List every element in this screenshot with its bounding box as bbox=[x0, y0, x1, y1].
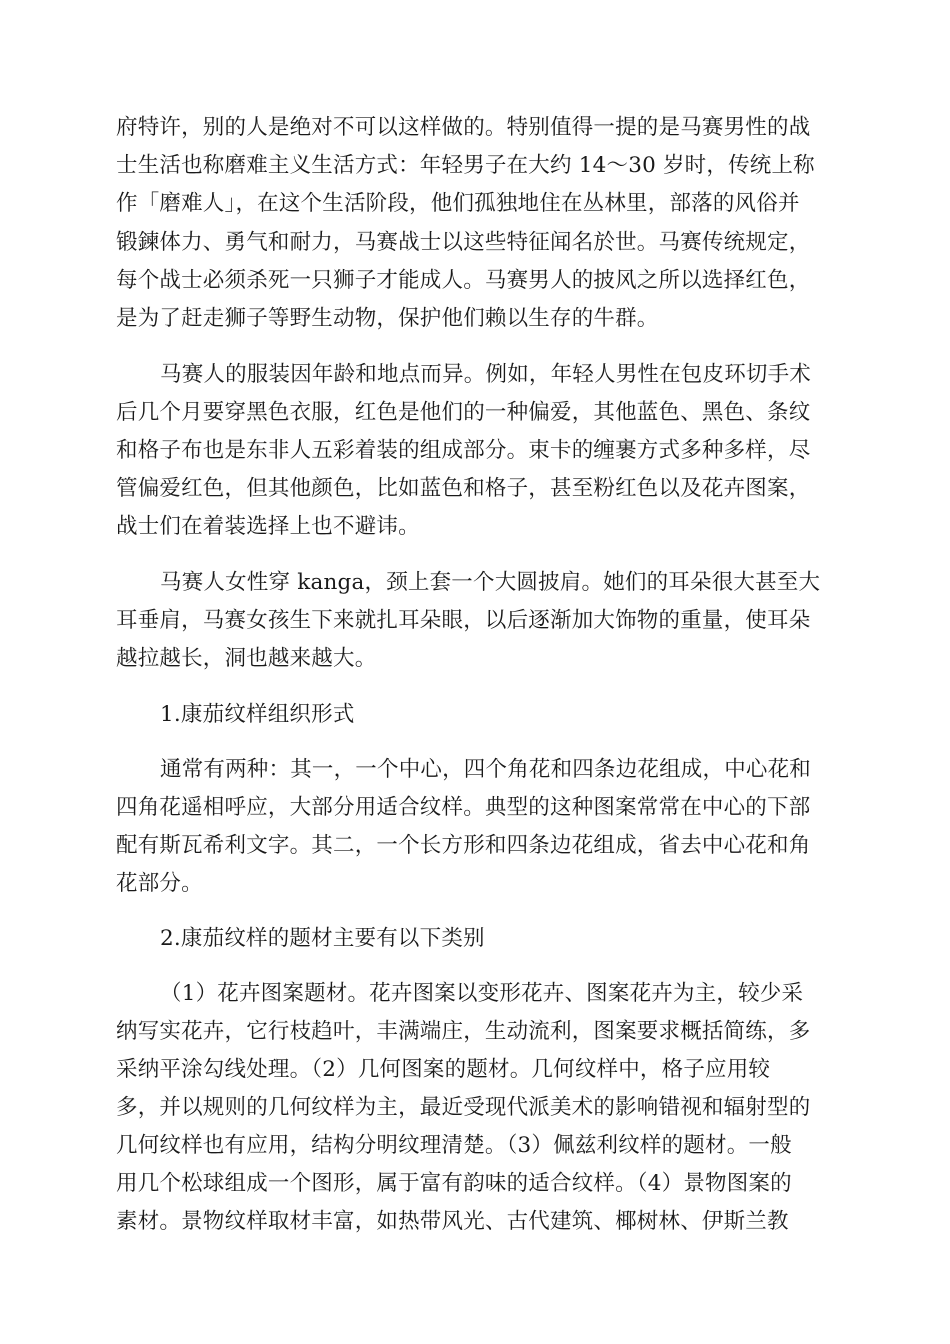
text-line: 士生活也称磨难主义生活方式：年轻男子在大约 14～30 岁时，传统上称 bbox=[116, 153, 815, 178]
text-line: 马赛人的服装因年龄和地点而异。例如，年轻人男性在包皮环切手术 bbox=[160, 362, 812, 387]
text-line: 多，并以规则的几何纹样为主，最近受现代派美术的影响错视和辐射型的 bbox=[116, 1095, 811, 1120]
text-line: 耳垂肩，马赛女孩生下来就扎耳朵眼，以后逐渐加大饰物的重量，使耳朵 bbox=[116, 608, 811, 633]
text-line: 通常有两种：其一，一个中心，四个角花和四条边花组成，中心花和 bbox=[160, 757, 812, 782]
text-line: 四角花遥相呼应，大部分用适合纹样。典型的这种图案常常在中心的下部 bbox=[116, 795, 811, 820]
text-line: 马赛人女性穿 kanga，颈上套一个大圆披肩。她们的耳朵很大甚至大 bbox=[160, 570, 821, 595]
text-line: 越拉越长，洞也越来越大。 bbox=[116, 646, 377, 671]
text-line: 作「磨难人」，在这个生活阶段，他们孤独地住在丛林里，部落的风俗并 bbox=[116, 191, 800, 216]
text-line: 纳写实花卉，它行枝趋叶，丰满端庄，生动流利，图案要求概括简练，多 bbox=[116, 1019, 811, 1044]
text-line: 和格子布也是东非人五彩着装的组成部分。束卡的缠裹方式多种多样，尽 bbox=[116, 438, 811, 463]
text-line: 是为了赶走狮子等野生动物，保护他们赖以生存的牛群。 bbox=[116, 306, 659, 331]
text-line: 府特许，别的人是绝对不可以这样做的。特别值得一提的是马赛男性的战 bbox=[116, 115, 811, 140]
text-line: 锻鍊体力、勇气和耐力，马赛战士以这些特征闻名於世。马赛传统规定， bbox=[116, 230, 811, 255]
text-line: 素材。景物纹样取材丰富，如热带风光、古代建筑、椰树林、伊斯兰教 bbox=[116, 1209, 789, 1234]
text-line: 配有斯瓦希利文字。其二，一个长方形和四条边花组成，省去中心花和角 bbox=[116, 833, 811, 858]
section-heading: 1.康茄纹样组织形式 bbox=[160, 702, 355, 727]
text-line: 管偏爱红色，但其他颜色，比如蓝色和格子，甚至粉红色以及花卉图案， bbox=[116, 476, 811, 501]
text-line: 后几个月要穿黑色衣服，红色是他们的一种偏爱，其他蓝色、黑色、条纹 bbox=[116, 400, 811, 425]
text-line: 几何纹样也有应用，结构分明纹理清楚。（3）佩兹利纹样的题材。一般 bbox=[116, 1133, 792, 1158]
text-line: 战士们在着装选择上也不避讳。 bbox=[116, 514, 420, 539]
text-line: 花部分。 bbox=[116, 871, 203, 896]
text-line: （1）花卉图案题材。花卉图案以变形花卉、图案花卉为主，较少采 bbox=[160, 981, 804, 1006]
text-line: 每个战士必须杀死一只狮子才能成人。马赛男人的披风之所以选择红色， bbox=[116, 268, 811, 293]
text-line: 用几个松球组成一个图形，属于富有韵味的适合纹样。（4）景物图案的 bbox=[116, 1171, 792, 1196]
text-line: 采纳平涂勾线处理。（2）几何图案的题材。几何纹样中，格子应用较 bbox=[116, 1057, 771, 1082]
section-heading: 2.康茄纹样的题材主要有以下类别 bbox=[160, 926, 485, 951]
